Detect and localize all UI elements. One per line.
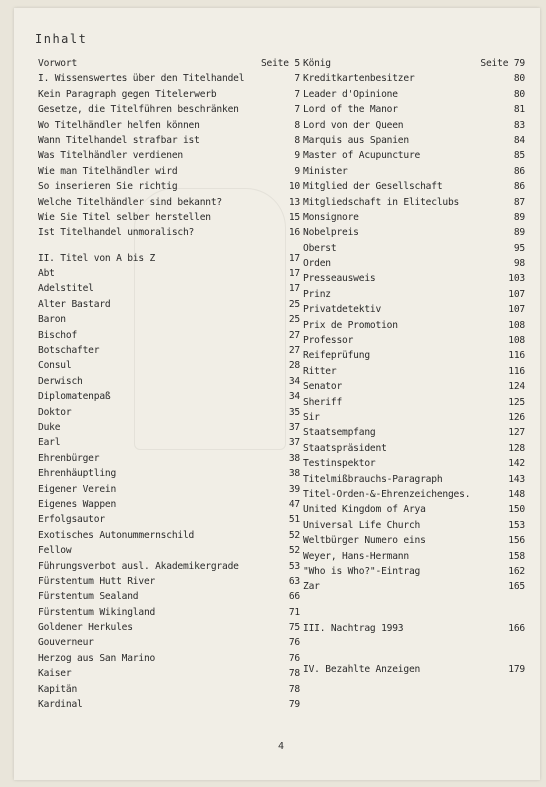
toc-entry-page: 15 <box>288 211 300 223</box>
toc-entry-page: 124 <box>508 381 525 393</box>
toc-entry-title: Ehrenbürger <box>38 452 100 464</box>
toc-entry-title: Staatsempfang <box>303 427 376 439</box>
toc-entry-title: Orden <box>303 258 331 270</box>
toc-entry <box>38 266 300 281</box>
toc-entry <box>38 635 300 650</box>
toc-entry <box>303 71 525 86</box>
toc-entry-page: 76 <box>288 637 300 649</box>
toc-entry <box>38 435 300 450</box>
toc-entry-page: 107 <box>508 304 525 316</box>
toc-entry <box>303 662 525 677</box>
toc-entry-title: Doktor <box>38 406 72 418</box>
toc-entry-page: 116 <box>508 365 525 377</box>
toc-entry <box>303 395 525 410</box>
toc-entry-title: Senator <box>303 381 343 393</box>
toc-entry <box>303 348 525 363</box>
toc-entry-title: Mitgliedschaft in Eliteclubs <box>303 196 460 208</box>
toc-entry <box>38 56 300 71</box>
toc-entry-title: Fürstentum Wikingland <box>38 606 156 618</box>
toc-entry-title: Leader d'Opinione <box>303 88 398 100</box>
toc-entry <box>38 389 300 404</box>
toc-entry <box>303 256 525 271</box>
toc-entry-page: 86 <box>513 165 525 177</box>
toc-entry <box>303 502 525 517</box>
toc-entry-page: 17 <box>288 252 300 264</box>
toc-entry-title: Presseausweis <box>303 273 376 285</box>
toc-entry-title: Lord von der Queen <box>303 119 404 131</box>
toc-entry-title: Wo Titelhändler helfen können <box>38 119 200 131</box>
page-title: Inhalt <box>35 32 88 46</box>
toc-entry <box>38 164 300 179</box>
toc-entry <box>303 271 525 286</box>
toc-entry-page: 166 <box>508 622 525 634</box>
toc-entry-title: Ist Titelhandel unmoralisch? <box>38 227 195 239</box>
toc-entry <box>38 405 300 420</box>
toc-entry <box>38 543 300 558</box>
toc-entry-title: Prix de Promotion <box>303 319 398 331</box>
toc-entry-page: 89 <box>513 227 525 239</box>
toc-entry-page: 78 <box>288 668 300 680</box>
toc-right-column <box>303 56 525 677</box>
toc-entry-page: 108 <box>508 335 525 347</box>
toc-entry-title: Gouverneur <box>38 637 94 649</box>
toc-entry-page: 127 <box>508 427 525 439</box>
toc-entry <box>38 358 300 373</box>
toc-entry-page: 7 <box>294 104 300 116</box>
toc-entry <box>38 451 300 466</box>
toc-entry <box>303 225 525 240</box>
toc-entry <box>38 312 300 327</box>
toc-entry-title: Wie man Titelhändler wird <box>38 165 178 177</box>
toc-entry-title: Vorwort <box>38 58 78 69</box>
toc-entry <box>38 589 300 604</box>
toc-entry-page: 27 <box>288 345 300 357</box>
toc-entry-page: 27 <box>288 329 300 341</box>
toc-entry-page: 7 <box>294 73 300 85</box>
toc-entry-title: Derwisch <box>38 375 83 387</box>
toc-entry-page: Seite 79 <box>480 58 525 69</box>
toc-entry-title: Sheriff <box>303 396 343 408</box>
toc-entry-title: III. Nachtrag 1993 <box>303 622 404 634</box>
toc-entry-page: 89 <box>513 211 525 223</box>
toc-entry-title: Adelstitel <box>38 283 94 295</box>
toc-entry-title: Führungsverbot ausl. Akademikergrade <box>38 560 239 572</box>
toc-entry <box>38 697 300 712</box>
toc-entry-page: 7 <box>294 88 300 100</box>
toc-entry-title: Kreditkartenbesitzer <box>303 73 415 85</box>
toc-entry-title: Consul <box>38 360 72 372</box>
toc-entry <box>38 482 300 497</box>
toc-entry-page: 156 <box>508 535 525 547</box>
toc-entry-title: Exotisches Autonummernschild <box>38 529 195 541</box>
toc-entry-title: Zar <box>303 581 320 593</box>
toc-entry-title: Fellow <box>38 545 72 557</box>
toc-entry-title: Nobelpreis <box>303 227 359 239</box>
toc-entry <box>38 666 300 681</box>
toc-entry <box>303 472 525 487</box>
page-number: 4 <box>278 741 285 752</box>
toc-entry <box>303 549 525 564</box>
toc-entry-page: 37 <box>288 421 300 433</box>
toc-entry <box>303 210 525 225</box>
toc-entry-title: Mitglied der Gesellschaft <box>303 181 443 193</box>
toc-entry <box>303 302 525 317</box>
toc-entry <box>38 651 300 666</box>
toc-entry-page: 76 <box>288 652 300 664</box>
toc-entry-page: 51 <box>288 514 300 526</box>
toc-entry-title: Fürstentum Sealand <box>38 591 139 603</box>
toc-entry-title: Kein Paragraph gegen Titelerwerb <box>38 88 217 100</box>
book-page <box>14 8 540 780</box>
toc-entry-title: Wie Sie Titel selber herstellen <box>38 211 211 223</box>
toc-entry-page: 38 <box>288 452 300 464</box>
toc-entry-page: 17 <box>288 268 300 280</box>
toc-entry-title: United Kingdom of Arya <box>303 504 426 516</box>
toc-entry-title: Goldener Herkules <box>38 622 133 634</box>
toc-entry <box>38 682 300 697</box>
toc-entry-title: König <box>303 58 331 69</box>
toc-entry-page: 107 <box>508 288 525 300</box>
toc-entry-page: 87 <box>513 196 525 208</box>
toc-entry <box>38 528 300 543</box>
toc-entry <box>38 133 300 148</box>
toc-entry-title: I. Wissenswertes über den Titelhandel <box>38 73 245 85</box>
toc-entry-title: So inserieren Sie richtig <box>38 181 178 193</box>
toc-entry-page: 83 <box>513 119 525 131</box>
toc-entry-title: Erfolgsautor <box>38 514 105 526</box>
toc-entry <box>38 574 300 589</box>
toc-entry <box>303 287 525 302</box>
toc-entry-page: 128 <box>508 442 525 454</box>
toc-entry-title: Sir <box>303 411 320 423</box>
toc-entry-title: Oberst <box>303 242 337 254</box>
toc-entry-title: Fürstentum Hutt River <box>38 575 156 587</box>
toc-entry-page: 16 <box>288 227 300 239</box>
toc-entry-page: 98 <box>513 258 525 270</box>
toc-entry <box>38 195 300 210</box>
toc-entry-title: Marquis aus Spanien <box>303 134 409 146</box>
toc-entry-page: 75 <box>288 622 300 634</box>
section-gap <box>38 241 300 251</box>
toc-entry <box>303 148 525 163</box>
toc-entry-page: 86 <box>513 181 525 193</box>
toc-entry <box>38 374 300 389</box>
toc-entry-title: Reifeprüfung <box>303 350 370 362</box>
toc-entry-page: Seite 5 <box>260 58 300 69</box>
toc-entry-title: Diplomatenpaß <box>38 391 111 403</box>
toc-entry-page: 10 <box>288 181 300 193</box>
toc-entry <box>38 87 300 102</box>
toc-entry-title: Botschafter <box>38 345 100 357</box>
toc-entry <box>38 251 300 266</box>
toc-entry-page: 25 <box>288 314 300 326</box>
toc-entry <box>38 225 300 240</box>
toc-entry-page: 63 <box>288 575 300 587</box>
toc-entry-title: Universal Life Church <box>303 519 421 531</box>
toc-entry-title: Testinspektor <box>303 458 376 470</box>
toc-entry <box>303 410 525 425</box>
toc-entry-page: 80 <box>513 73 525 85</box>
toc-entry-page: 71 <box>288 606 300 618</box>
toc-entry-title: Ritter <box>303 365 337 377</box>
toc-entry <box>303 364 525 379</box>
toc-entry-page: 28 <box>288 360 300 372</box>
toc-entry-title: Kaiser <box>38 668 72 680</box>
toc-entry <box>303 164 525 179</box>
toc-entry-title: Alter Bastard <box>38 298 111 310</box>
toc-entry-page: 78 <box>288 683 300 695</box>
toc-entry-page: 52 <box>288 529 300 541</box>
toc-entry <box>303 118 525 133</box>
toc-entry <box>303 518 525 533</box>
toc-entry-page: 8 <box>294 119 300 131</box>
toc-entry <box>38 210 300 225</box>
toc-entry-page: 13 <box>288 196 300 208</box>
toc-entry-page: 37 <box>288 437 300 449</box>
toc-entry-title: Gesetze, die Titelführen beschränken <box>38 104 239 116</box>
toc-entry-page: 79 <box>288 699 300 711</box>
toc-entry-title: Minister <box>303 165 348 177</box>
toc-entry <box>38 148 300 163</box>
toc-entry-title: Weltbürger Numero eins <box>303 535 426 547</box>
toc-entry <box>303 318 525 333</box>
toc-entry-page: 103 <box>508 273 525 285</box>
toc-entry-page: 179 <box>508 664 525 676</box>
toc-entry <box>38 328 300 343</box>
toc-entry-title: Welche Titelhändler sind bekannt? <box>38 196 223 208</box>
toc-entry-page: 108 <box>508 319 525 331</box>
toc-entry-title: Bischof <box>38 329 78 341</box>
toc-entry-page: 150 <box>508 504 525 516</box>
toc-entry-page: 53 <box>288 560 300 572</box>
toc-entry-page: 38 <box>288 468 300 480</box>
toc-entry-title: Titelmißbrauchs-Paragraph <box>303 473 443 485</box>
toc-entry-title: Wann Titelhandel strafbar ist <box>38 134 200 146</box>
toc-entry <box>38 497 300 512</box>
toc-entry-title: Earl <box>38 437 61 449</box>
toc-entry <box>38 559 300 574</box>
toc-entry-title: II. Titel von A bis Z <box>38 252 156 264</box>
toc-entry <box>303 333 525 348</box>
toc-entry <box>38 71 300 86</box>
toc-entry-page: 153 <box>508 519 525 531</box>
toc-entry-title: Ehrenhäuptling <box>38 468 117 480</box>
toc-entry-title: Professor <box>303 335 354 347</box>
toc-entry-title: Titel-Orden-&-Ehrenzeichenges. <box>303 488 471 500</box>
toc-entry-title: Herzog aus San Marino <box>38 652 156 664</box>
toc-entry-title: Baron <box>38 314 66 326</box>
toc-entry-page: 116 <box>508 350 525 362</box>
toc-entry <box>303 102 525 117</box>
toc-entry-page: 34 <box>288 391 300 403</box>
toc-entry <box>38 297 300 312</box>
toc-entry-page: 47 <box>288 498 300 510</box>
toc-entry-title: Privatdetektiv <box>303 304 382 316</box>
toc-entry <box>303 564 525 579</box>
toc-entry-title: Was Titelhändler verdienen <box>38 150 183 162</box>
toc-entry-page: 9 <box>294 150 300 162</box>
toc-entry-title: Duke <box>38 421 61 433</box>
toc-entry-page: 95 <box>513 242 525 254</box>
toc-entry <box>38 420 300 435</box>
toc-entry-title: Master of Acupuncture <box>303 150 421 162</box>
toc-entry-page: 126 <box>508 411 525 423</box>
toc-entry-page: 35 <box>288 406 300 418</box>
toc-entry-title: Abt <box>38 268 55 280</box>
toc-entry <box>303 56 525 71</box>
toc-entry <box>38 512 300 527</box>
section-gap <box>303 595 525 621</box>
toc-entry <box>303 87 525 102</box>
toc-entry-page: 81 <box>513 104 525 116</box>
toc-entry-page: 158 <box>508 550 525 562</box>
toc-entry-title: Kapitän <box>38 683 78 695</box>
toc-entry-page: 52 <box>288 545 300 557</box>
toc-entry <box>303 241 525 256</box>
toc-entry <box>303 456 525 471</box>
toc-entry <box>303 533 525 548</box>
section-gap <box>303 636 525 662</box>
toc-entry <box>303 133 525 148</box>
toc-entry-page: 125 <box>508 396 525 408</box>
toc-entry <box>303 179 525 194</box>
toc-entry-page: 25 <box>288 298 300 310</box>
toc-entry <box>38 620 300 635</box>
toc-entry <box>303 379 525 394</box>
toc-entry-page: 66 <box>288 591 300 603</box>
toc-entry <box>38 466 300 481</box>
toc-entry-title: "Who is Who?"-Eintrag <box>303 565 421 577</box>
toc-entry-title: IV. Bezahlte Anzeigen <box>303 664 421 676</box>
toc-entry <box>303 487 525 502</box>
toc-entry <box>38 179 300 194</box>
toc-entry-title: Eigenes Wappen <box>38 498 117 510</box>
toc-entry <box>38 281 300 296</box>
toc-entry-title: Kardinal <box>38 699 83 711</box>
toc-entry <box>38 102 300 117</box>
toc-entry <box>303 195 525 210</box>
toc-entry <box>303 621 525 636</box>
toc-entry-page: 8 <box>294 134 300 146</box>
toc-entry-page: 85 <box>513 150 525 162</box>
toc-entry-page: 143 <box>508 473 525 485</box>
toc-entry-page: 84 <box>513 134 525 146</box>
toc-entry-page: 9 <box>294 165 300 177</box>
toc-entry-page: 148 <box>508 488 525 500</box>
toc-entry-title: Eigener Verein <box>38 483 117 495</box>
toc-entry <box>38 343 300 358</box>
toc-entry <box>38 605 300 620</box>
toc-entry-title: Monsignore <box>303 211 359 223</box>
toc-entry-page: 142 <box>508 458 525 470</box>
toc-entry-page: 162 <box>508 565 525 577</box>
toc-entry-page: 34 <box>288 375 300 387</box>
toc-entry <box>303 579 525 594</box>
toc-entry <box>303 425 525 440</box>
toc-entry-title: Lord of the Manor <box>303 104 398 116</box>
toc-entry-page: 80 <box>513 88 525 100</box>
toc-entry <box>303 441 525 456</box>
toc-entry-title: Weyer, Hans-Hermann <box>303 550 409 562</box>
toc-entry-page: 17 <box>288 283 300 295</box>
toc-left-column <box>38 56 300 712</box>
toc-entry-page: 39 <box>288 483 300 495</box>
toc-entry-page: 165 <box>508 581 525 593</box>
toc-entry-title: Staatspräsident <box>303 442 387 454</box>
toc-entry-title: Prinz <box>303 288 331 300</box>
toc-entry <box>38 118 300 133</box>
